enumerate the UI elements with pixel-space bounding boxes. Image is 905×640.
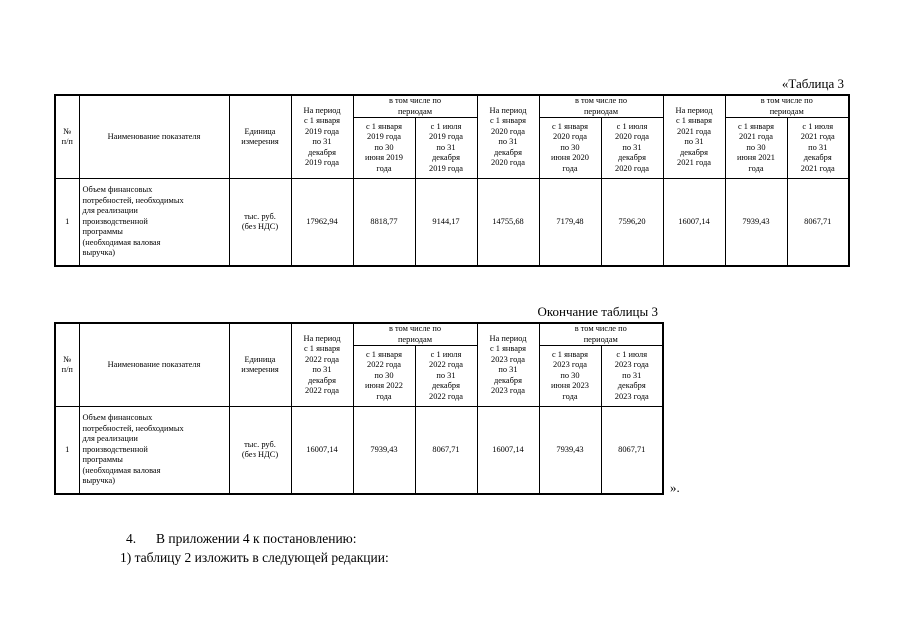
header-including-periods-2020: в том числе по периодам — [539, 95, 663, 118]
closing-quote: ». — [670, 480, 680, 495]
value-2023-total: 16007,14 — [477, 407, 539, 495]
header-unit: Единица измерения — [229, 95, 291, 179]
item-4-number: 4. — [126, 531, 137, 546]
header-h2-2023: с 1 июля 2023 года по 31 декабря 2023 года — [601, 346, 663, 407]
table-3-end — [54, 322, 664, 495]
header-h2-2022: с 1 июля 2022 года по 31 декабря 2022 года — [415, 346, 477, 407]
header-period-2019: На период с 1 января 2019 года по 31 декабря 2019 года — [291, 95, 353, 179]
value-2023-h1: 7939,43 — [539, 407, 601, 495]
value-2019-total: 17962,94 — [291, 179, 353, 267]
header-including-periods-2022: в том числе по периодам — [353, 323, 477, 346]
table-3-caption: «Таблица 3 — [781, 76, 844, 91]
header-including-periods-2023: в том числе по периодам — [539, 323, 663, 346]
paragraph-item-4 — [126, 531, 357, 547]
value-2020-total: 14755,68 — [477, 179, 539, 267]
table-row — [55, 407, 663, 495]
table-row — [55, 179, 849, 267]
header-row — [55, 95, 849, 118]
item-4-text: В приложении 4 к постановлению: — [156, 531, 357, 546]
table-3 — [54, 94, 850, 267]
value-2022-total: 16007,14 — [291, 407, 353, 495]
row-num: 1 — [55, 407, 79, 495]
value-2020-h1: 7179,48 — [539, 179, 601, 267]
table-3-end-caption: Окончание таблицы 3 — [537, 304, 658, 319]
value-2019-h2: 9144,17 — [415, 179, 477, 267]
header-h2-2021: с 1 июля 2021 года по 31 декабря 2021 года — [787, 118, 849, 179]
header-h2-2020: с 1 июля 2020 года по 31 декабря 2020 года — [601, 118, 663, 179]
value-2021-h1: 7939,43 — [725, 179, 787, 267]
header-including-periods-2021: в том числе по периодам — [725, 95, 849, 118]
header-h1-2019: с 1 января 2019 года по 30 июня 2019 года — [353, 118, 415, 179]
header-row — [55, 323, 663, 346]
header-including-periods-2019: в том числе по периодам — [353, 95, 477, 118]
header-period-2022: На период с 1 января 2022 года по 31 декабря 2022 года — [291, 323, 353, 407]
row-unit: тыс. руб. (без НДС) — [229, 179, 291, 267]
header-h2-2019: с 1 июля 2019 года по 31 декабря 2019 года — [415, 118, 477, 179]
value-2022-h2: 8067,71 — [415, 407, 477, 495]
header-period-2023: На период с 1 января 2023 года по 31 декабря 2023 года — [477, 323, 539, 407]
header-h1-2023: с 1 января 2023 года по 30 июня 2023 года — [539, 346, 601, 407]
header-indicator-name: Наименование показателя — [79, 323, 229, 407]
value-2023-h2: 8067,71 — [601, 407, 663, 495]
header-period-2021: На период с 1 января 2021 года по 31 декабря 2021 года — [663, 95, 725, 179]
row-unit: тыс. руб. (без НДС) — [229, 407, 291, 495]
header-h1-2020: с 1 января 2020 года по 30 июня 2020 года — [539, 118, 601, 179]
header-unit: Единица измерения — [229, 323, 291, 407]
value-2020-h2: 7596,20 — [601, 179, 663, 267]
value-2022-h1: 7939,43 — [353, 407, 415, 495]
paragraph-subitem-1: 1) таблицу 2 изложить в следующей редакции: — [120, 550, 389, 565]
row-indicator-name: Объем финансовых потребностей, необходимых для реализации производственной программы (необходимая валовая выручка) — [79, 407, 229, 495]
row-indicator-name: Объем финансовых потребностей, необходимых для реализации производственной программы (необходимая валовая выручка) — [79, 179, 229, 267]
header-period-2020: На период с 1 января 2020 года по 31 декабря 2020 года — [477, 95, 539, 179]
header-indicator-name: Наименование показателя — [79, 95, 229, 179]
value-2021-total: 16007,14 — [663, 179, 725, 267]
header-num: № п/п — [55, 95, 79, 179]
header-num: № п/п — [55, 323, 79, 407]
value-2019-h1: 8818,77 — [353, 179, 415, 267]
header-h1-2022: с 1 января 2022 года по 30 июня 2022 года — [353, 346, 415, 407]
row-num: 1 — [55, 179, 79, 267]
header-h1-2021: с 1 января 2021 года по 30 июня 2021 года — [725, 118, 787, 179]
value-2021-h2: 8067,71 — [787, 179, 849, 267]
